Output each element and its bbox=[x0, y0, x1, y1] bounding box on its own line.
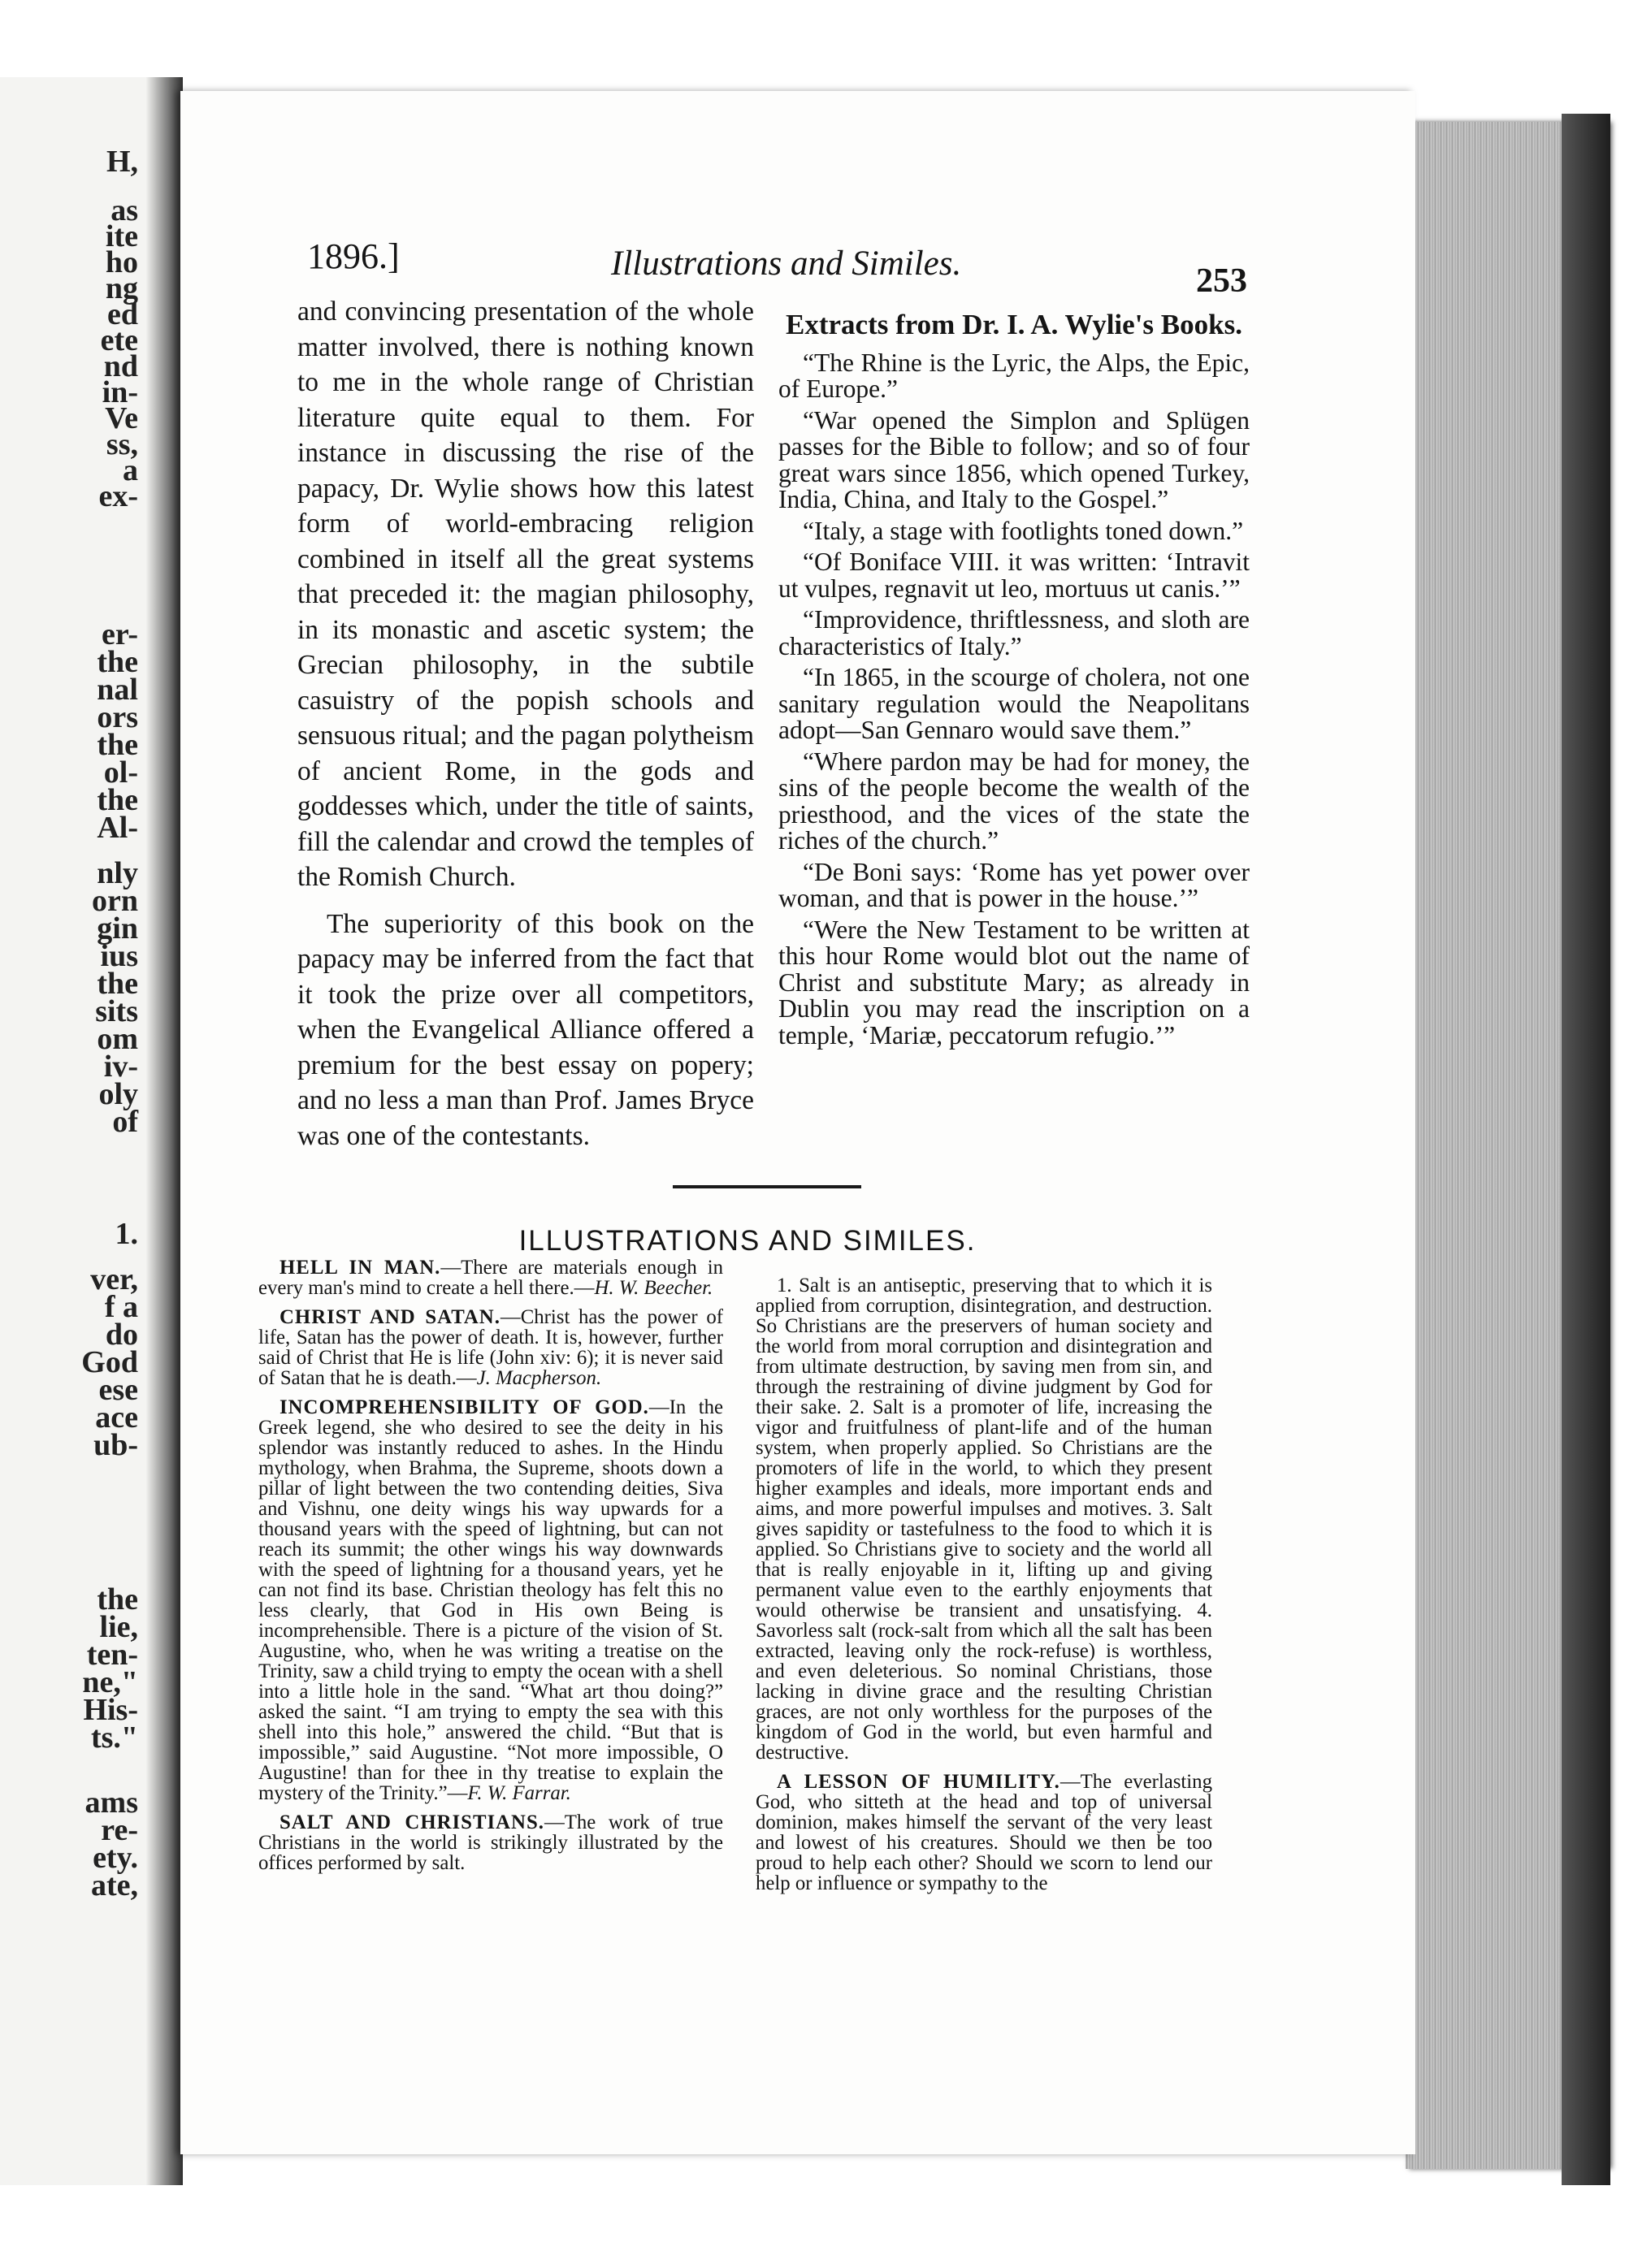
previous-page-fragment: in- bbox=[102, 375, 138, 409]
previous-page-fragment: ub- bbox=[93, 1428, 138, 1462]
previous-page-fragment: ety. bbox=[93, 1841, 138, 1875]
previous-page-fragment: ver, bbox=[90, 1262, 138, 1296]
similes-right-column bbox=[756, 1275, 1212, 1902]
previous-page-fragment: ed bbox=[107, 297, 138, 331]
section-divider bbox=[673, 1185, 861, 1188]
similes-left-column bbox=[258, 1257, 723, 1882]
previous-page-fragment: as bbox=[110, 193, 138, 227]
previous-page-fragment: the bbox=[97, 1582, 138, 1617]
simile-entry bbox=[756, 1275, 1212, 1763]
simile-entry bbox=[258, 1257, 723, 1298]
quote: “Were the New Testament to be written at this hour Rome would blot out the name of Christ and substitute Mary; as already in Dublin you may read the inscription on a temple, ‘Mariæ, peccatorum refugio.’” bbox=[778, 915, 1250, 1050]
previous-page-fragment: ors bbox=[97, 700, 138, 734]
simile-text: —Christ has the power of life, Satan has the power of death. It is, however, further said of Christ that He is life (John xiv: 6); it is never said of Satan that he is death.— bbox=[258, 1306, 723, 1389]
simile-text: —There are materials enough in every man's mind to create a hell there.— bbox=[258, 1257, 723, 1299]
quote: “The Rhine is the Lyric, the Alps, the Epic, of Europe.” bbox=[778, 348, 1250, 403]
previous-page-fragment: re- bbox=[101, 1813, 138, 1847]
previous-page-fragment: the bbox=[97, 728, 138, 762]
quote: “Where pardon may be had for money, the sins of the people become the wealth of the priesthood, and the vices of the state the riches of the church.” bbox=[778, 747, 1250, 855]
simile-text: —The everlasting God, who sitteth at the head and top of universal dominion, makes himself the servant of the very least and lowest of his creatures. Should we then be too proud to help each other? Should we scorn to lend our help or influence or sympathy to the bbox=[756, 1771, 1212, 1894]
simile-title: HELL IN MAN. bbox=[280, 1257, 441, 1279]
simile-entry bbox=[258, 1397, 723, 1803]
quote: “Improvidence, thriftlessness, and sloth are characteristics of Italy.” bbox=[778, 605, 1250, 660]
book-cover-edge bbox=[1562, 114, 1610, 2193]
previous-page-fragment: ss, bbox=[106, 427, 138, 461]
left-column bbox=[297, 294, 754, 1165]
previous-page-fragment: Al- bbox=[97, 811, 138, 845]
simile-title: CHRIST AND SATAN. bbox=[280, 1306, 500, 1328]
previous-page-fragment: nly bbox=[97, 856, 138, 890]
running-title: Illustrations and Similes. bbox=[611, 245, 962, 283]
previous-page-fragment: ex- bbox=[98, 479, 138, 513]
previous-page-fragment: ius bbox=[100, 939, 138, 973]
simile-entry bbox=[258, 1307, 723, 1388]
previous-page-fragment: the bbox=[97, 783, 138, 817]
previous-page-fragment: nal bbox=[97, 673, 138, 707]
previous-page-fragment: God bbox=[81, 1345, 138, 1379]
simile-title: INCOMPREHENSIBILITY OF GOD. bbox=[280, 1396, 649, 1418]
previous-page-fragment: do bbox=[105, 1318, 138, 1352]
scan-background-top bbox=[0, 0, 1638, 81]
previous-page-fragment: His- bbox=[83, 1693, 138, 1727]
page-year: 1896.] bbox=[307, 236, 400, 276]
previous-page-fragment: oly bbox=[98, 1077, 138, 1111]
previous-page-fragment: the bbox=[97, 645, 138, 679]
previous-page-fragment: lie, bbox=[99, 1610, 138, 1644]
simile-text: —In the Greek legend, she who desired to see the deity in his splendor was instantly reduced to ashes. In the Hindu mythology, when Brahma, the Supreme, shoots down a pillar of light between the two contending deities, Siva and Vishnu, one deity wings his way upwards for a thousand years with the speed of lightning, but can not reach its summit; the other wings his way downwards with the speed of lightning for a thousand years, yet he can not find its base. Christian theology has felt this no less clearly, that God in His own Being is incomprehensible. There is a picture of the vision of St. Augustine, who, when he was writing a treatise on the Trinity, saw a child trying to empty the ocean with a shell into a little hole in the sand. “What art thou doing?” asked the saint. “I am trying to empty the sea with this shell into this hole,” answered the child. “But that is impossible,” said Augustine. “Not more impossible, O Augustine! than for thee in thy treatise to explain the mystery of the Trinity.”— bbox=[258, 1396, 723, 1804]
previous-page-fragment: er- bbox=[102, 617, 138, 651]
previous-page-fragment: orn bbox=[92, 884, 138, 918]
scan-background-bottom bbox=[0, 2185, 1638, 2268]
simile-text: 1. Salt is an antiseptic, preserving that to which it is applied from corruption, disintegration, and destruction. So Christians are the preservers of human society and the world from moral corruption and disintegration and from ultimate destruction, by saving men from sin, and through the restraining of divine judgment by God for their sake. 2. Salt is a promoter of life, increasing the vigor and fruitfulness of plant-life and of the human system, when properly applied. So Christians are the promoters of life in the world, to which they present higher examples and ideals, more important ends and aims, and more powerful impulses and motives. 3. Salt gives sapidity or tastefulness to the food to which it is applied. So Christians give to society and the world all that is really enjoyable in it, lifting up and giving permanent value even to the earthly enjoyments that would otherwise be transient and unsatisfying. 4. Savorless salt (rock-salt from which all the salt has been extracted, leaving only the rock-refuse) is worthless, and even deleterious. So nominal Christians, those lacking in divine grace and the resulting Christian graces, are not only worthless for the purposes of the kingdom of God in the world, but even harmful and destructive. bbox=[756, 1275, 1212, 1764]
simile-text: —The work of true Christians in the world is strikingly illustrated by the offices performed by salt. bbox=[258, 1811, 724, 1874]
right-column bbox=[778, 309, 1250, 1054]
previous-page-fragment: ite bbox=[105, 219, 138, 253]
quote: “Of Boniface VIII. it was written: ‘Intravit ut vulpes, regnavit ut leo, mortuus ut canis.’” bbox=[778, 548, 1250, 603]
previous-page-fragment: ol- bbox=[103, 755, 138, 790]
simile-entry bbox=[756, 1772, 1212, 1894]
quote: “In 1865, in the scourge of cholera, not one sanitary regulation would the Neapolitans adopt—San Gennaro would save them.” bbox=[778, 663, 1250, 744]
page-number: 253 bbox=[1196, 262, 1247, 300]
previous-page-fragment: sits bbox=[95, 994, 138, 1028]
simile-entry bbox=[258, 1812, 723, 1873]
previous-page-fragment: f a bbox=[104, 1290, 138, 1324]
previous-page-fragment: om bbox=[97, 1022, 138, 1056]
quote: “Italy, a stage with footlights toned down.” bbox=[803, 516, 1244, 545]
book-gutter-shadow bbox=[146, 77, 183, 2189]
previous-page-fragment: iv- bbox=[103, 1050, 138, 1084]
previous-page-fragment: ho bbox=[105, 245, 138, 279]
simile-title: SALT AND CHRISTIANS. bbox=[280, 1811, 544, 1833]
previous-page-fragment: ese bbox=[98, 1373, 138, 1407]
simile-author: F. W. Farrar. bbox=[467, 1782, 571, 1804]
left-paragraph: The superiority of this book on the papacy may be inferred from the fact that it took the prize over all competitors, when the Evangelical Alliance offered a premium for the best essay on popery; and no less a man than Prof. James Bryce was one of the contestants. bbox=[297, 908, 754, 1151]
quote: “De Boni says: ‘Rome has yet power over woman, and that is power in the house.’” bbox=[778, 857, 1250, 912]
previous-page-fragment: ng bbox=[105, 271, 138, 305]
simile-author: J. Macpherson. bbox=[476, 1367, 602, 1389]
extracts-heading: Extracts from Dr. I. A. Wylie's Books. bbox=[786, 309, 1242, 340]
previous-page-fragment: a bbox=[123, 453, 138, 487]
previous-page-fragment: ne," bbox=[82, 1665, 138, 1699]
previous-page-fragment: H, bbox=[106, 145, 138, 179]
previous-page bbox=[0, 77, 171, 2189]
previous-page-fragment: ace bbox=[95, 1400, 138, 1435]
quote: “War opened the Simplon and Splügen passes for the Bible to follow; and so of four great wars since 1856, which opened Turkey, India, China, and Italy to the Gospel.” bbox=[778, 405, 1250, 513]
previous-page-fragment: 1. bbox=[115, 1217, 138, 1251]
simile-author: H. W. Beecher. bbox=[594, 1277, 713, 1299]
previous-page-fragment: of bbox=[112, 1105, 138, 1139]
previous-page-fragment: Ve bbox=[105, 401, 138, 435]
previous-page-fragment: the bbox=[97, 967, 138, 1001]
previous-page-fragment: ete bbox=[100, 323, 138, 357]
previous-page-fragment: ams bbox=[84, 1785, 138, 1820]
previous-page-fragment: ate, bbox=[90, 1868, 138, 1902]
simile-title: A LESSON OF HUMILITY. bbox=[777, 1771, 1060, 1793]
previous-page-fragment: gin bbox=[97, 911, 138, 946]
previous-page-fragment: ts." bbox=[90, 1720, 138, 1755]
section-title: ILLUSTRATIONS AND SIMILES. bbox=[518, 1225, 977, 1257]
previous-page-fragment: ten- bbox=[86, 1638, 138, 1672]
left-paragraph: and convincing presentation of the whole matter involved, there is nothing known to me in the whole range of Christian literature quite equal to them. For instance in discussing the rise of the papacy, Dr. Wylie shows how this latest form of world-embracing religion combined in itself all the great systems that preceded it: the magian philosophy, in its monastic and ascetic system; the Grecian philosophy, in the subtile casuistry of the popish schools and sensuous ritual; and the pagan polytheism of ancient Rome, in the gods and goddesses which, under the title of saints, fill the calendar and crowd the temples of the Romish Church. bbox=[297, 296, 754, 892]
previous-page-fragment: nd bbox=[103, 349, 138, 383]
